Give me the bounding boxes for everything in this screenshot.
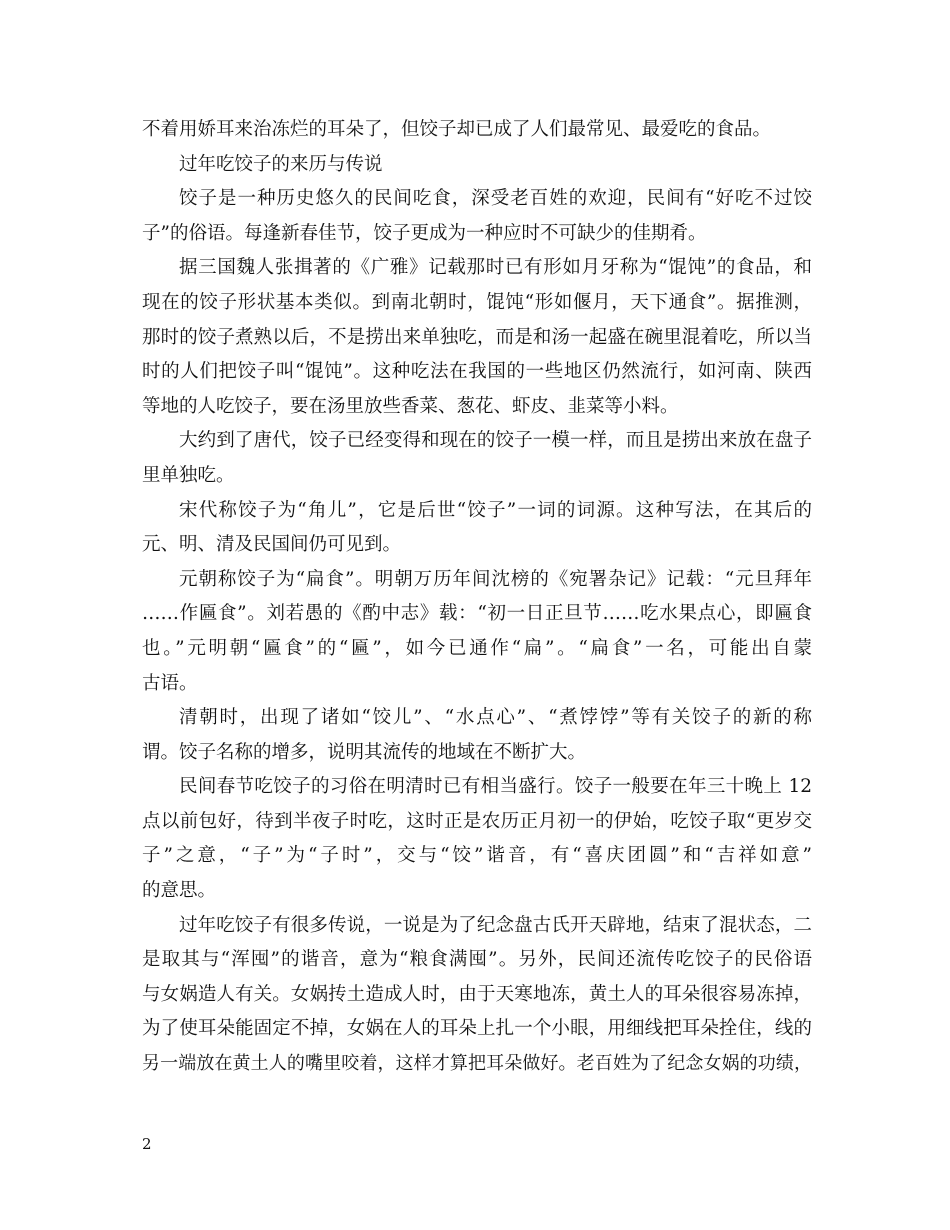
- text-line: 时的人们把饺子叫“馄饨”。这种吃法在我国的一些地区仍然流行，如河南、陕西: [142, 361, 812, 383]
- text-line: 元、明、清及民国间仍可见到。: [142, 534, 402, 556]
- text-line: 子”之意，“子”为“子时”，交与“饺”谐音，有“喜庆团圆”和“吉祥如意”: [142, 845, 812, 867]
- text-line: 饺子是一种历史悠久的民间吃食，深受老百姓的欢迎，民间有“好吃不过饺: [179, 188, 812, 210]
- text-line: 的意思。: [142, 880, 217, 902]
- text-line: 过年吃饺子有很多传说，一说是为了纪念盘古氏开天辟地，结束了混状态，二: [179, 914, 812, 936]
- text-line: 谓。饺子名称的增多，说明其流传的地域在不断扩大。: [142, 741, 587, 763]
- text-line: 过年吃饺子的来历与传说: [179, 153, 383, 175]
- text-line: 那时的饺子煮熟以后，不是捞出来单独吃，而是和汤一起盛在碗里混着吃，所以当: [142, 326, 812, 348]
- text-line: 另一端放在黄土人的嘴里咬着，这样才算把耳朵做好。老百姓为了纪念女娲的功绩，: [142, 1053, 812, 1075]
- text-line: 也。”元明朝“匾食”的“匾”，如今已通作“扁”。“扁食”一名，可能出自蒙: [142, 637, 812, 659]
- text-line: 与女娲造人有关。女娲抟土造成人时，由于天寒地冻，黄土人的耳朵很容易冻掉，: [142, 983, 812, 1005]
- page-number: 2: [142, 1135, 152, 1153]
- text-line: 大约到了唐代，饺子已经变得和现在的饺子一模一样，而且是捞出来放在盘子: [179, 430, 812, 452]
- text-line: 元朝称饺子为“扁食”。明朝万历年间沈榜的《宛署杂记》记载：“元旦拜年: [179, 568, 812, 590]
- text-line: ……作匾食”。刘若愚的《酌中志》载：“初一日正旦节……吃水果点心，即匾食: [142, 603, 812, 625]
- text-line: 点以前包好，待到半夜子时吃，这时正是农历正月初一的伊始，吃饺子取“更岁交: [142, 810, 812, 832]
- text-line: 古语。: [142, 672, 198, 694]
- body-text: [142, 113, 812, 1082]
- text-line: 民间春节吃饺子的习俗在明清时已有相当盛行。饺子一般要在年三十晚上 12: [179, 776, 812, 798]
- text-line: 不着用娇耳来治冻烂的耳朵了，但饺子却已成了人们最常见、最爱吃的食品。: [142, 119, 772, 140]
- text-line: 宋代称饺子为“角儿”，它是后世“饺子”一词的词源。这种写法，在其后的: [179, 499, 812, 521]
- text-line: 清朝时，出现了诸如“饺儿”、“水点心”、“煮饽饽”等有关饺子的新的称: [179, 707, 812, 729]
- text-line: 里单独吃。: [142, 464, 235, 486]
- text-line: 为了使耳朵能固定不掉，女娲在人的耳朵上扎一个小眼，用细线把耳朵拴住，线的: [142, 1018, 812, 1040]
- text-line: 是取其与“浑囤”的谐音，意为“粮食满囤”。另外，民间还流传吃饺子的民俗语: [142, 949, 812, 971]
- text-line: 等地的人吃饺子，要在汤里放些香菜、葱花、虾皮、韭菜等小料。: [142, 395, 679, 417]
- text-line: 现在的饺子形状基本类似。到南北朝时，馄饨“形如偃月，天下通食”。据推测，: [142, 291, 812, 313]
- text-line: 子”的俗语。每逢新春佳节，饺子更成为一种应时不可缺少的佳期肴。: [142, 222, 707, 244]
- text-line: 据三国魏人张揖著的《广雅》记载那时已有形如月牙称为“馄饨”的食品，和: [179, 257, 812, 279]
